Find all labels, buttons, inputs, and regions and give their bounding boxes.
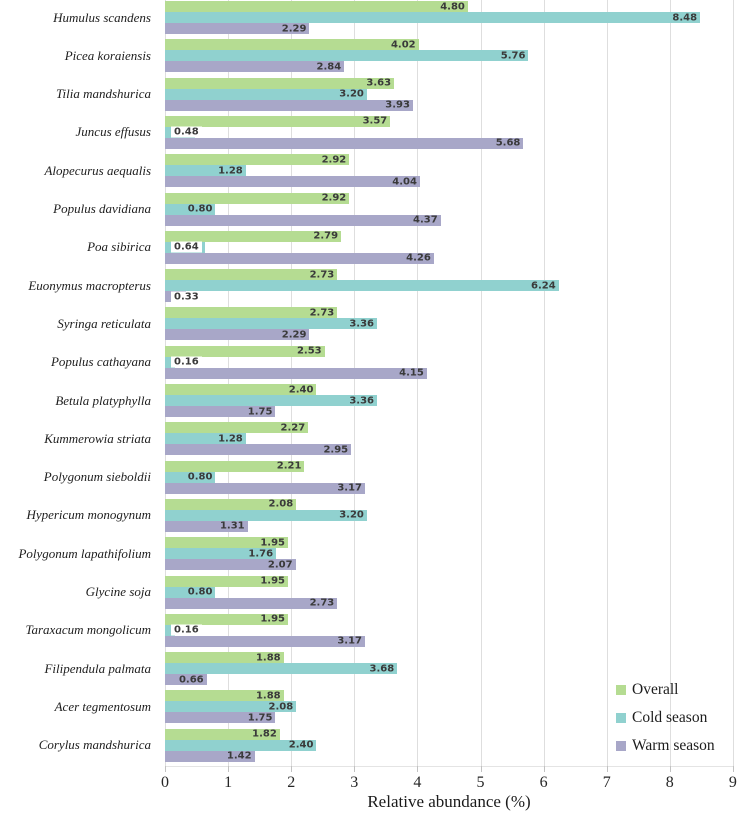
category-label: Populus davidiana <box>53 201 151 216</box>
bar-row <box>165 204 733 215</box>
bar-overall <box>165 384 316 395</box>
bar-row <box>165 50 733 61</box>
bar-overall <box>165 422 308 433</box>
x-tick-label-3: 3 <box>350 774 359 791</box>
value-label: 2.92 <box>321 192 347 204</box>
value-label: 2.08 <box>268 498 294 510</box>
bar-row <box>165 559 733 570</box>
value-label: 1.95 <box>260 537 286 549</box>
value-label: 2.73 <box>309 307 335 319</box>
legend-swatch-cold-season <box>616 713 626 723</box>
gridline-0 <box>165 0 166 766</box>
value-label: 3.36 <box>349 395 375 406</box>
x-tick-8 <box>670 766 671 772</box>
category-label: Corylus mandshurica <box>38 737 151 753</box>
bar-row <box>165 357 733 368</box>
bar-row <box>165 461 733 472</box>
category-label: Polygonum sieboldii <box>43 469 151 485</box>
bar-cold-season <box>165 12 700 23</box>
bar-overall <box>165 537 288 548</box>
category-label: Hypericum monogynum <box>26 507 151 523</box>
bar-warm-season <box>165 100 413 111</box>
value-label: 0.66 <box>178 674 204 686</box>
value-label: 4.80 <box>440 1 465 12</box>
value-label: 3.57 <box>362 115 388 127</box>
value-label: 4.26 <box>406 252 431 264</box>
bar-overall <box>165 78 394 89</box>
value-label: 1.82 <box>252 728 277 740</box>
bar-warm-season <box>165 368 427 379</box>
x-tick-label-4: 4 <box>413 774 422 791</box>
bar-cold-season <box>165 740 316 751</box>
bar-warm-season <box>165 751 255 762</box>
bar-row <box>165 663 733 674</box>
x-tick-label-6: 6 <box>539 774 548 791</box>
value-label: 2.21 <box>276 460 302 472</box>
x-axis-title: Relative abundance (%) <box>367 792 531 811</box>
value-label: 0.33 <box>171 291 202 302</box>
value-label: 5.68 <box>495 137 521 149</box>
bar-cold-season <box>165 587 215 598</box>
bar-overall <box>165 231 341 242</box>
gridline-2 <box>291 0 292 766</box>
bar-cold-season <box>165 280 559 291</box>
bar-row <box>165 384 733 395</box>
bar-row <box>165 406 733 417</box>
value-label: 1.88 <box>255 652 281 664</box>
bar-row <box>165 576 733 587</box>
value-label: 1.75 <box>247 406 273 417</box>
value-label: 2.84 <box>316 61 342 73</box>
category-label: Tilia mandshurica <box>56 86 151 102</box>
bar-row <box>165 483 733 494</box>
value-label: 1.75 <box>247 712 273 724</box>
value-label: 3.20 <box>339 509 364 521</box>
bar-row <box>165 548 733 559</box>
bar-cold-season <box>165 318 377 329</box>
legend-label-cold-season: Cold season <box>632 709 708 726</box>
value-label: 2.53 <box>296 345 322 357</box>
bar-row <box>165 598 733 609</box>
value-label: 1.42 <box>226 750 252 762</box>
bar-row <box>165 636 733 647</box>
bar-overall <box>165 269 337 280</box>
x-tick-label-1: 1 <box>224 774 233 791</box>
bar-row <box>165 346 733 357</box>
category-label: Betula platyphylla <box>55 392 151 408</box>
bar-row <box>165 89 733 100</box>
value-label: 0.16 <box>171 625 202 636</box>
legend-swatch-overall <box>616 685 626 695</box>
value-label: 4.04 <box>392 176 417 188</box>
bar-overall <box>165 499 296 510</box>
bar-row <box>165 242 733 253</box>
legend-label-warm-season: Warm season <box>632 737 715 754</box>
bar-warm-season <box>165 215 441 226</box>
x-tick-4 <box>417 766 418 772</box>
bar-row <box>165 193 733 204</box>
bar-overall <box>165 690 284 701</box>
bar-warm-season <box>165 674 207 685</box>
bar-row <box>165 587 733 598</box>
x-axis-line <box>165 766 733 767</box>
bar-row <box>165 614 733 625</box>
bar-row <box>165 472 733 483</box>
bar-row <box>165 61 733 72</box>
value-label: 1.95 <box>260 575 286 587</box>
category-label: Juncus effusus <box>75 124 151 140</box>
bar-row <box>165 318 733 329</box>
category-label: Taraxacum mongolicum <box>25 622 151 638</box>
bar-row <box>165 1 733 12</box>
legend-item-overall <box>616 681 678 699</box>
bar-cold-season <box>165 50 528 61</box>
value-label: 2.92 <box>321 154 347 166</box>
value-label: 1.28 <box>218 165 243 177</box>
bar-cold-season <box>165 510 367 521</box>
value-label: 3.17 <box>337 482 363 494</box>
value-label: 4.15 <box>399 367 424 379</box>
bar-row <box>165 253 733 264</box>
value-label: 8.48 <box>672 12 698 23</box>
value-label: 3.63 <box>366 77 392 89</box>
gridline-6 <box>544 0 545 766</box>
bar-warm-season <box>165 406 275 417</box>
value-label: 0.80 <box>187 203 213 215</box>
x-tick-label-2: 2 <box>287 774 296 791</box>
bar-overall <box>165 461 304 472</box>
category-label: Syringa reticulata <box>57 315 151 331</box>
x-tick-1 <box>228 766 229 772</box>
value-label: 2.07 <box>267 559 293 571</box>
value-label: 6.24 <box>531 280 556 292</box>
value-label: 1.88 <box>255 690 281 702</box>
value-label: 0.16 <box>171 357 202 368</box>
bar-overall <box>165 154 349 165</box>
category-label: Alopecurus aequalis <box>44 162 151 178</box>
value-label: 3.17 <box>337 635 363 647</box>
bar-warm-season <box>165 521 248 532</box>
value-label: 2.08 <box>268 701 294 713</box>
x-tick-label-5: 5 <box>476 774 485 791</box>
bar-row <box>165 395 733 406</box>
bar-warm-season <box>165 483 365 494</box>
bar-cold-season <box>165 89 367 100</box>
bar-overall <box>165 614 288 625</box>
bar-overall <box>165 1 468 12</box>
x-tick-2 <box>291 766 292 772</box>
value-label: 0.80 <box>187 471 213 483</box>
value-label: 1.28 <box>218 433 243 445</box>
value-label: 0.80 <box>187 586 213 598</box>
bar-overall <box>165 576 288 587</box>
category-label: Glycine soja <box>85 584 151 599</box>
x-tick-5 <box>481 766 482 772</box>
bar-row <box>165 510 733 521</box>
bar-row <box>165 433 733 444</box>
value-label: 2.27 <box>280 422 306 434</box>
category-label: Poa sibirica <box>87 239 151 255</box>
bar-cold-season <box>165 701 296 712</box>
gridline-9 <box>733 0 734 766</box>
bar-cold-season <box>165 395 377 406</box>
category-label: Filipendula palmata <box>44 660 151 676</box>
x-tick-label-8: 8 <box>665 774 674 791</box>
category-label: Polygonum lapathifolium <box>18 545 151 561</box>
bar-warm-season <box>165 444 351 455</box>
bar-row <box>165 368 733 379</box>
value-label: 2.29 <box>281 23 307 34</box>
bar-row <box>165 521 733 532</box>
value-label: 2.40 <box>288 384 314 395</box>
bar-cold-season <box>165 204 215 215</box>
category-label: Euonymus macropterus <box>28 277 151 293</box>
bar-row <box>165 231 733 242</box>
bar-row <box>165 537 733 548</box>
value-label: 3.68 <box>369 663 395 675</box>
x-tick-0 <box>165 766 166 772</box>
value-label: 2.40 <box>288 739 314 751</box>
bar-overall <box>165 346 325 357</box>
x-tick-9 <box>733 766 734 772</box>
bar-warm-season <box>165 559 296 570</box>
gridline-3 <box>354 0 355 766</box>
bar-warm-season <box>165 61 344 72</box>
bar-row <box>165 291 733 302</box>
bar-warm-season <box>165 712 275 723</box>
bar-overall <box>165 116 390 127</box>
bar-warm-season <box>165 329 309 340</box>
bar-row <box>165 78 733 89</box>
bar-row <box>165 100 733 111</box>
bar-row <box>165 215 733 226</box>
value-label: 5.76 <box>500 50 526 62</box>
value-label: 4.37 <box>413 214 438 226</box>
value-label: 3.93 <box>385 99 410 111</box>
bar-cold-season <box>165 663 397 674</box>
gridline-5 <box>481 0 482 766</box>
bar-cold-season <box>165 548 276 559</box>
bar-row <box>165 138 733 149</box>
gridline-7 <box>607 0 608 766</box>
value-label: 2.29 <box>281 329 307 341</box>
bar-row <box>165 12 733 23</box>
bar-warm-season <box>165 598 337 609</box>
bar-cold-season <box>165 165 246 176</box>
value-label: 1.31 <box>219 520 245 532</box>
bar-row <box>165 269 733 280</box>
value-label: 2.79 <box>313 230 339 242</box>
gridline-4 <box>417 0 418 766</box>
bar-row <box>165 444 733 455</box>
category-label: Populus cathayana <box>50 354 151 370</box>
x-tick-label-9: 9 <box>728 774 737 791</box>
x-tick-3 <box>354 766 355 772</box>
value-label: 2.95 <box>323 444 349 456</box>
x-tick-6 <box>544 766 545 772</box>
category-label: Kummerowia striata <box>44 430 151 446</box>
value-label: 0.64 <box>171 242 202 253</box>
value-label: 1.76 <box>248 548 274 560</box>
bar-overall <box>165 729 280 740</box>
gridline-8 <box>670 0 671 766</box>
bar-overall <box>165 193 349 204</box>
value-label: 4.02 <box>390 39 416 51</box>
bar-warm-season <box>165 176 420 187</box>
category-label: Acer tegmentosum <box>54 698 151 714</box>
bar-row <box>165 176 733 187</box>
category-label: Picea koraiensis <box>64 47 151 63</box>
bar-row <box>165 154 733 165</box>
bar-row <box>165 165 733 176</box>
value-label: 2.73 <box>309 269 335 281</box>
bar-warm-season <box>165 23 309 34</box>
value-label: 1.95 <box>260 613 286 625</box>
bar-row <box>165 652 733 663</box>
bar-row <box>165 116 733 127</box>
legend-item-cold-season <box>616 709 707 727</box>
bar-row <box>165 280 733 291</box>
bar-cold-season <box>165 433 246 444</box>
bar-warm-season <box>165 138 523 149</box>
x-tick-7 <box>607 766 608 772</box>
legend-swatch-warm-season <box>616 741 626 751</box>
gridline-1 <box>228 0 229 766</box>
bar-overall <box>165 39 419 50</box>
bar-row <box>165 127 733 138</box>
bar-row <box>165 329 733 340</box>
bar-row <box>165 39 733 50</box>
x-tick-label-7: 7 <box>602 774 611 791</box>
bar-row <box>165 625 733 636</box>
legend-label-overall: Overall <box>632 681 679 698</box>
category-label: Humulus scandens <box>53 9 151 25</box>
bar-row <box>165 23 733 34</box>
value-label: 3.20 <box>339 88 364 100</box>
bar-warm-season <box>165 253 434 264</box>
bar-cold-season <box>165 472 215 483</box>
x-tick-label-0: 0 <box>161 774 169 791</box>
bar-row <box>165 499 733 510</box>
value-label: 2.73 <box>309 597 335 609</box>
bar-warm-season <box>165 636 365 647</box>
value-label: 0.48 <box>171 127 202 138</box>
bar-overall <box>165 307 337 318</box>
value-label: 3.36 <box>349 318 375 330</box>
bar-row <box>165 422 733 433</box>
bar-overall <box>165 652 284 663</box>
bar-row <box>165 307 733 318</box>
legend-item-warm-season <box>616 737 715 755</box>
